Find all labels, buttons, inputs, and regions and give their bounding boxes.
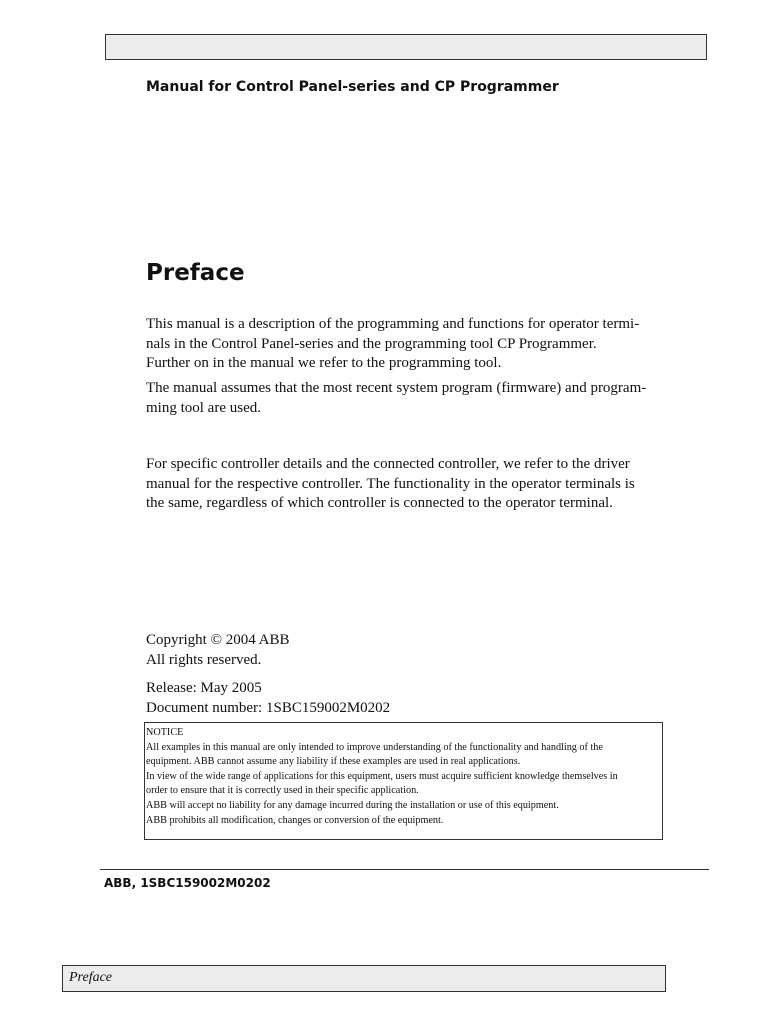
copyright-block <box>146 631 290 670</box>
notice-box <box>144 722 663 840</box>
footer-doc-reference: ABB, 1SBC159002M0202 <box>104 876 271 890</box>
footer-section-bar <box>62 965 666 992</box>
header-bar <box>105 34 707 60</box>
text-line: the same, regardless of which controller is connected to the operator terminal. <box>146 495 613 511</box>
notice-line: In view of the wide range of applications for this equipment, users must acquire sufficient knowledge themselves in <box>146 770 618 782</box>
notice-line: All examples in this manual are only intended to improve understanding of the functionality and handling of the <box>146 741 603 753</box>
notice-line: ABB prohibits all modification, changes or conversion of the equipment. <box>146 814 444 826</box>
section-heading: Preface <box>146 260 245 286</box>
text-line: nals in the Control Panel-series and the programming tool CP Programmer. <box>146 335 597 352</box>
text-line: ming tool are used. <box>146 399 261 416</box>
notice-line: order to ensure that it is correctly used in their specific application. <box>146 785 419 797</box>
text-line: manual for the respective controller. The functionality in the operator terminals is <box>146 475 635 492</box>
footer-divider <box>100 869 709 870</box>
document-number-line: Document number: 1SBC159002M0202 <box>146 699 391 716</box>
notice-title: NOTICE <box>146 727 184 738</box>
text-line: Further on in the manual we refer to the programming tool. <box>146 355 502 371</box>
release-block <box>146 679 390 718</box>
release-line: Release: May 2005 <box>146 680 262 696</box>
footer-section-label: Preface <box>69 970 113 985</box>
notice-line: ABB will accept no liability for any damage incurred during the installation or use of this equipment. <box>146 799 559 811</box>
text-line: For specific controller details and the connected controller, we refer to the driver <box>146 456 630 472</box>
notice-line: equipment. ABB cannot assume any liability if these examples are used in real applications. <box>146 756 521 768</box>
manual-title: Manual for Control Panel-series and CP Programmer <box>146 79 559 95</box>
text-line: The manual assumes that the most recent system program (firmware) and program- <box>146 380 647 396</box>
paragraph-intro <box>146 315 668 374</box>
rights-line: All rights reserved. <box>146 651 262 668</box>
copyright-line: Copyright © 2004 ABB <box>146 632 290 648</box>
paragraph-assumptions <box>146 379 668 418</box>
paragraph-controller <box>146 455 668 514</box>
text-line: This manual is a description of the programming and functions for operator termi- <box>146 316 640 332</box>
